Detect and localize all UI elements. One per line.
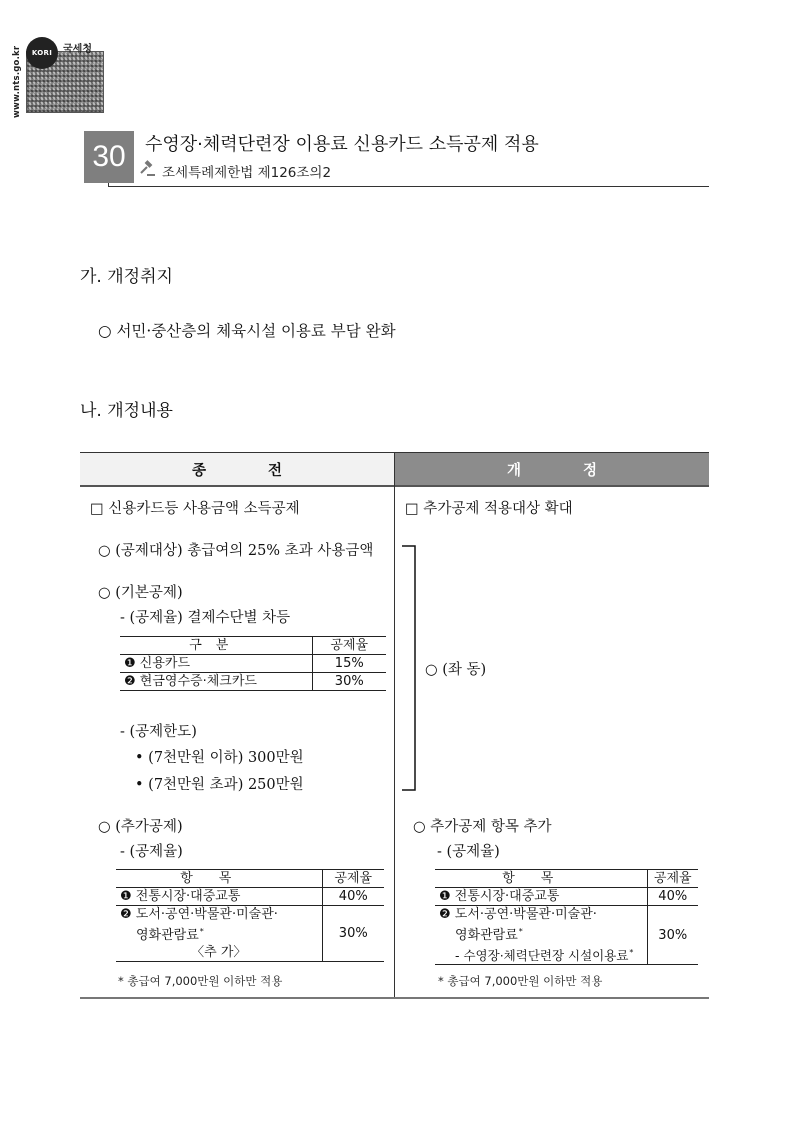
extra-table-item (116, 906, 322, 962)
gavel-icon (138, 160, 156, 178)
extra-item-line-1: ❷ 도서·공연·박물관·미술관· (120, 907, 278, 922)
before-limit-2: • (7천만원 초과) 250만원 (135, 777, 304, 793)
after-same: ○ (좌 동) (425, 662, 487, 678)
extra-table-col-rate: 공제율 (322, 870, 384, 888)
content-heading: 나. 개정내용 (80, 401, 173, 421)
extra-table-col-rate: 공제율 (647, 870, 698, 888)
extra-item-line-2: 영화관람료 (136, 928, 199, 943)
extra-table-rate: 30% (647, 906, 698, 965)
after-extra-rate-label: - (공제율) (437, 844, 500, 860)
extra-table-col-item: 항목 (435, 870, 647, 888)
page-title: 수영장·체력단련장 이용료 신용카드 소득공제 적용 (145, 134, 539, 155)
extra-item-line-1: ❷ 도서·공연·박물관·미술관· (439, 907, 597, 922)
table-column-divider (394, 452, 395, 998)
purpose-item: ○ 서민·중산층의 체육시설 이용료 부담 완화 (98, 322, 396, 340)
agency-emblem: KORI (26, 37, 58, 69)
table-row (435, 888, 698, 906)
asterisk-mark: * (629, 948, 634, 957)
rate-table-item: ❶ 신용카드 (120, 655, 312, 673)
extra-table-rate: 40% (647, 888, 698, 906)
law-reference: 조세특례제한법 제126조의2 (162, 165, 332, 181)
extra-item-line-3: 〈추 가〉 (191, 945, 247, 960)
section-number-badge: 30 (84, 131, 134, 183)
table-row (120, 655, 386, 673)
rate-table-rate: 15% (312, 655, 386, 673)
table-row (116, 906, 384, 962)
before-title: □ 신용카드등 사용금액 소득공제 (90, 501, 300, 517)
purpose-heading: 가. 개정취지 (80, 267, 173, 287)
table-row (435, 906, 698, 965)
rate-table-col-rate: 공제율 (312, 637, 386, 655)
asterisk-mark: * (518, 927, 523, 936)
extra-item-line-3: - 수영장·체력단련장 시설이용료 (455, 948, 629, 963)
table-bottom-border (80, 997, 709, 999)
agency-name: 국세청 (63, 44, 92, 55)
before-basic: ○ (기본공제) (98, 585, 183, 601)
before-footnote: * 총급여 7,000만원 이하만 적용 (118, 974, 283, 988)
extra-table-col-item: 항목 (116, 870, 322, 888)
extra-table-item: ❶ 전통시장·대중교통 (116, 888, 322, 906)
before-extra-table (116, 869, 384, 962)
rate-table-rate: 30% (312, 673, 386, 691)
after-title: □ 추가공제 적용대상 확대 (405, 501, 573, 517)
extra-table-item: ❶ 전통시장·대중교통 (435, 888, 647, 906)
before-extra: ○ (추가공제) (98, 819, 183, 835)
header-divider-tick (108, 183, 109, 187)
extra-table-rate: 30% (322, 906, 384, 962)
before-limit-1: • (7천만원 이하) 300만원 (135, 750, 304, 766)
after-footnote: * 총급여 7,000만원 이하만 적용 (438, 974, 603, 988)
after-extra: ○ 추가공제 항목 추가 (413, 819, 552, 835)
after-header: 개정 (506, 463, 659, 479)
extra-table-rate: 40% (322, 888, 384, 906)
extra-item-line-2: 영화관람료 (455, 928, 518, 943)
header-divider (108, 186, 709, 187)
rate-table-col-item: 구분 (120, 637, 312, 655)
rate-table-item: ❷ 현금영수증·체크카드 (120, 673, 312, 691)
before-rate-label: - (공제율) 결제수단별 차등 (120, 610, 291, 626)
basic-rate-table (120, 636, 386, 691)
side-url-text: www.nts.go.kr (12, 45, 22, 118)
extra-table-item (435, 906, 647, 965)
bracket-shape (402, 545, 416, 791)
before-extra-rate-label: - (공제율) (120, 844, 183, 860)
table-row (120, 673, 386, 691)
asterisk-mark: * (199, 927, 204, 936)
after-extra-table (435, 869, 698, 965)
before-header: 종전 (191, 463, 344, 479)
table-row (116, 888, 384, 906)
before-target: ○ (공제대상) 총급여의 25% 초과 사용금액 (98, 543, 374, 559)
before-limit-label: - (공제한도) (120, 724, 197, 740)
